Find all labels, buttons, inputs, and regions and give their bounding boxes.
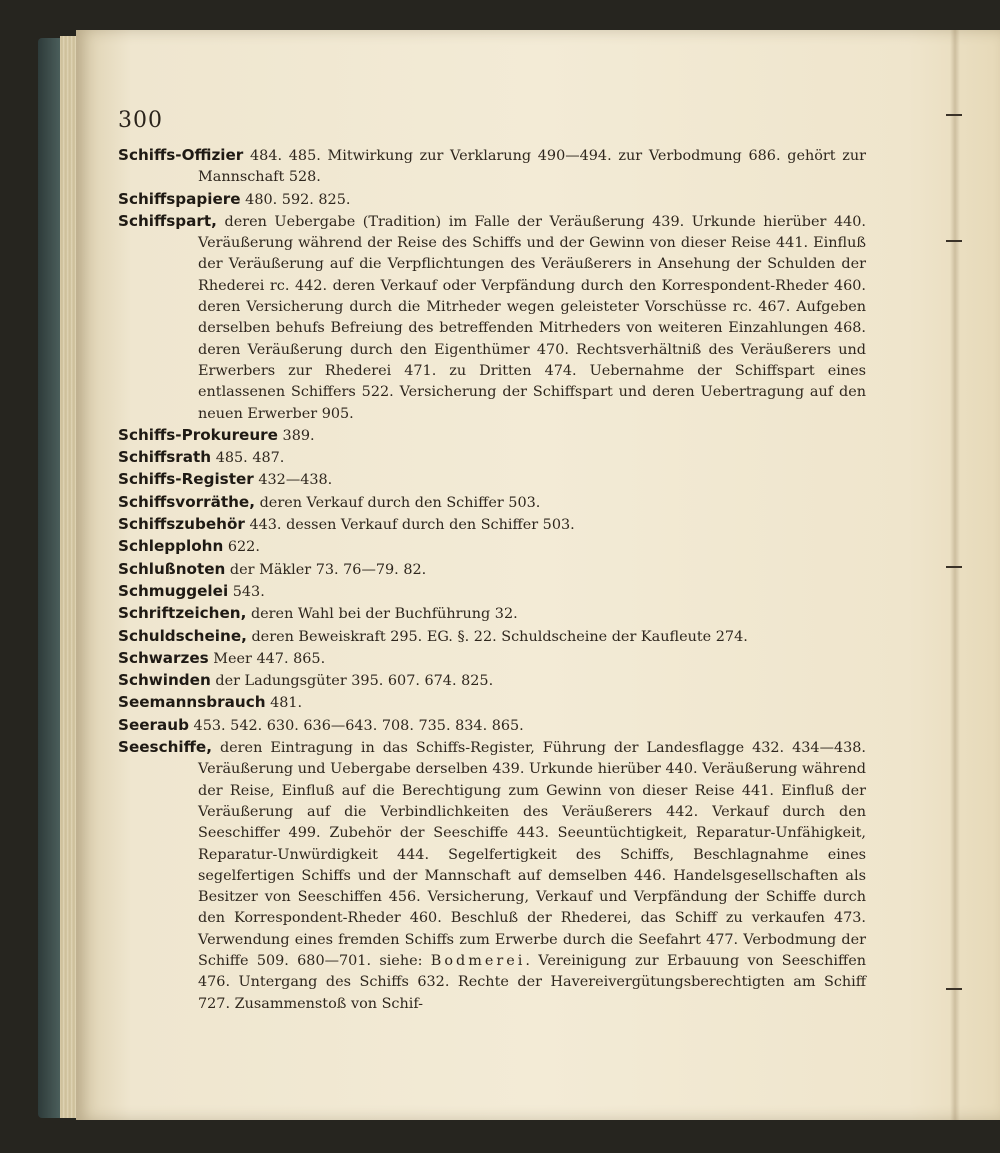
index-entry (118, 715, 866, 737)
page-number: 300 (118, 108, 163, 133)
index-entry (118, 603, 866, 625)
index-term: Schlußnoten (118, 559, 226, 578)
index-entry (118, 648, 866, 670)
binding-stitch (946, 566, 962, 568)
index-entry (118, 425, 866, 447)
index-references: Meer 447. 865. (208, 650, 326, 667)
index-references: deren Verkauf durch den Schiffer 503. (255, 494, 541, 511)
index-entry (118, 211, 866, 425)
index-references: 484. 485. Mitwirkung zur Verklarung 490—494. zur Verbodmung 686. gehört zur Mannschaft 528. (198, 148, 866, 186)
index-term: Schuldscheine, (118, 626, 247, 645)
index-references: 389. (277, 427, 315, 444)
index-term: Schiffsvorräthe, (118, 492, 256, 511)
index-term: Schiffs-Offizier (118, 146, 244, 164)
index-references: 480. 592. 825. (240, 191, 351, 208)
index-term: Schiffs-Register (118, 470, 254, 489)
index-entry (118, 492, 866, 514)
index-term: Seeraub (118, 715, 189, 734)
index-term: Schwarzes (118, 648, 209, 667)
index-references: deren Eintragung in das Schiffs-Register, Führung der Landesflagge 432. 434—438. Veräußerung und Uebergabe derselben 439. Urkunde hierüber 440. Veräußerung während der Reise, Einfluß auf die Berechtigung zum Gewinn von dieser Reise 441. Einfluß der Veräußerung auf die Verbindlichkeiten des Veräußerers 442. Verkauf durch den Seeschiffer 499. Zubehör der Seeschiffe 443. Seeuntüchtigkeit, Reparatur-Unfähigkeit, Reparatur-Unwürdigkeit 444. Segelfertigkeit des Schiffs, Beschlagnahme eines segelfertigen Schiffs und der Mannschaft auf demselben 446. Handelsgesellschaften als Besitzer von Seeschiffen 456. Versicherung, Verkauf und Verpfändung der Schiffe durch den Korrespondent-Rheder 460. Beschluß der Rhederei, das Schiff zu verkaufen 473. Verwendung eines fremden Schiffs zum Erwerbe durch die Seefahrt 477. Verbodmung der Schiffe 509. 680—701. siehe: (198, 740, 866, 969)
index-entry (118, 189, 866, 211)
index-references: der Mäkler 73. 76—79. 82. (225, 561, 427, 578)
index-references: 432—438. (253, 472, 333, 489)
index-references: deren Wahl bei der Buchführung 32. (246, 606, 518, 623)
spine-crease (950, 30, 960, 1120)
index-entry (118, 145, 866, 189)
index-references: deren Beweiskraft 295. EG. §. 22. Schuldscheine der Kaufleute 274. (246, 628, 748, 645)
index-entry (118, 626, 866, 648)
index-term: Schwinden (118, 671, 211, 690)
index-entry (118, 581, 866, 603)
cross-reference: Bodmerei (430, 952, 526, 969)
index-references: 443. dessen Verkauf durch den Schiffer 503. (244, 517, 575, 534)
index-references: 543. (228, 583, 265, 600)
index-references: 622. (223, 539, 260, 556)
index-term: Schriftzeichen, (118, 604, 247, 623)
index-references: 485. 487. (211, 450, 285, 467)
index-entry (118, 447, 866, 469)
index-entry (118, 514, 866, 536)
index-term: Schiffs-Prokureure (118, 425, 278, 444)
index-entry (118, 559, 866, 581)
index-entry (118, 536, 866, 558)
binding-stitch (946, 114, 962, 116)
index-references-continued: . Vereinigung zur Erbauung von Seeschiffen 476. Untergang des Schiffs 632. Rechte der Havereivergütungsberechtigten am Schiff 727. Zusammenstoß von Schif- (198, 952, 867, 1012)
index-term: Seemannsbrauch (118, 693, 266, 712)
index-term: Schlepplohn (118, 537, 224, 556)
index-references: der Ladungsgüter 395. 607. 674. 825. (210, 673, 494, 690)
index-term: Schiffsrath (118, 448, 212, 467)
index-references: 453. 542. 630. 636—643. 708. 735. 834. 865. (188, 717, 524, 734)
index-term: Seeschiffe, (118, 738, 212, 757)
index-references: deren Uebergabe (Tradition) im Falle der Veräußerung 439. Urkunde hierüber 440. Veräußerung während der Reise des Schiffs und der Gewinn von dieser Reise 441. Einfluß der Veräußerung auf die Verpflichtungen des Veräußerers in Ansehung der Schulden der Rhederei rc. 442. deren Verkauf oder Verpfändung durch den Korrespondent-Rheder 460. deren Versicherung durch die Mitrheder wegen geleisteter Vorschüsse rc. 467. Aufgeben derselben behufs Befreiung des betreffenden Mitrheders von weiteren Einzahlungen 468. deren Veräußerung durch den Eigenthümer 470. Rechtsverhältniß des Veräußerers und Erwerbers zur Rhederei 471. zu Dritten 474. Uebernahme der Schiffspart eines entlassenen Schiffers 522. Versicherung der Schiffspart und deren Uebertragung auf den neuen Erwerber 905. (198, 213, 866, 422)
index-references: 481. (265, 695, 303, 712)
index-term: Schmuggelei (118, 581, 229, 600)
index-term: Schiffszubehör (118, 515, 245, 534)
binding-stitch (946, 240, 962, 242)
index-entry (118, 469, 866, 491)
index-list (118, 145, 866, 1015)
binding-stitch (946, 988, 962, 990)
index-entry (118, 670, 866, 692)
index-entry (118, 737, 866, 1015)
index-term: Schiffspapiere (118, 189, 241, 208)
index-entry (118, 692, 866, 714)
index-term: Schiffspart, (118, 211, 217, 230)
